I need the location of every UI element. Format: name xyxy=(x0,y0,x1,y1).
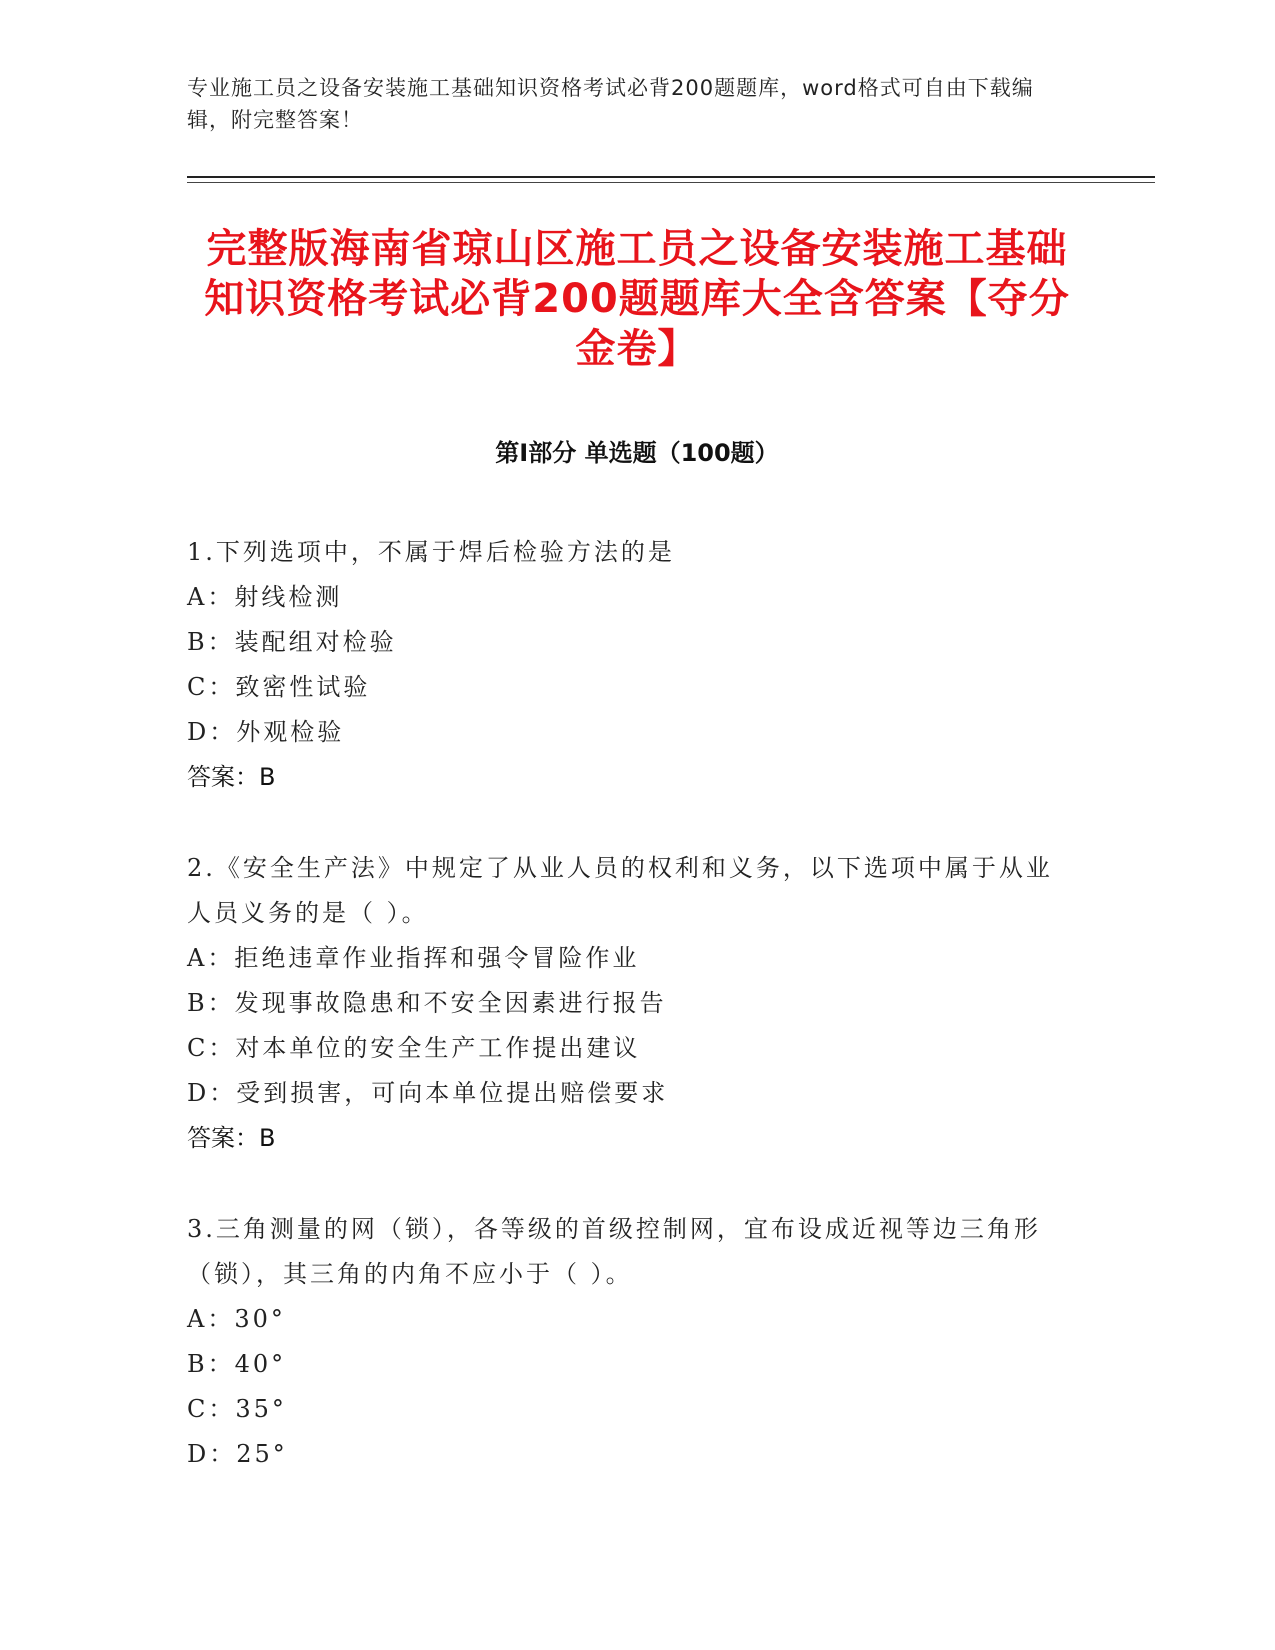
option-d: D：25° xyxy=(187,1440,288,1468)
question-2 xyxy=(187,846,1067,1161)
option-b: B：发现事故隐患和不安全因素进行报告 xyxy=(187,989,667,1017)
document-title: 完整版海南省琼山区施工员之设备安装施工基础知识资格考试必背200题题库大全含答案【夺分金卷】 xyxy=(204,226,1070,372)
option-b: B：装配组对检验 xyxy=(187,628,397,656)
header-note: 专业施工员之设备安装施工基础知识资格考试必背200题题库，word格式可自由下载编辑，附完整答案！ xyxy=(187,76,1034,132)
option-c: C：对本单位的安全生产工作提出建议 xyxy=(187,1034,641,1062)
answer: 答案：B xyxy=(187,1124,276,1152)
header-divider-thick xyxy=(187,176,1155,178)
option-a: A：射线检测 xyxy=(187,583,343,611)
question-stem: 3.三角测量的网（锁），各等级的首级控制网，宜布设成近视等边三角形（锁），其三角的内角不应小于（ ）。 xyxy=(187,1215,1041,1288)
option-d: D：外观检验 xyxy=(187,718,345,746)
section-title: 第Ⅰ部分 单选题（100题） xyxy=(495,439,779,467)
option-d: D：受到损害，可向本单位提出赔偿要求 xyxy=(187,1079,669,1107)
question-list xyxy=(187,530,1067,1523)
question-3 xyxy=(187,1207,1067,1477)
question-stem: 1.下列选项中，不属于焊后检验方法的是 xyxy=(187,538,675,566)
option-c: C：35° xyxy=(187,1395,287,1423)
option-c: C：致密性试验 xyxy=(187,673,371,701)
option-b: B：40° xyxy=(187,1350,287,1378)
answer: 答案：B xyxy=(187,763,276,791)
option-a: A：拒绝违章作业指挥和强令冒险作业 xyxy=(187,944,640,972)
option-a: A：30° xyxy=(187,1305,286,1333)
question-1 xyxy=(187,530,1067,800)
question-stem: 2.《安全生产法》中规定了从业人员的权利和义务，以下选项中属于从业人员义务的是（ ）。 xyxy=(187,854,1053,927)
header-divider-thin xyxy=(187,182,1155,183)
